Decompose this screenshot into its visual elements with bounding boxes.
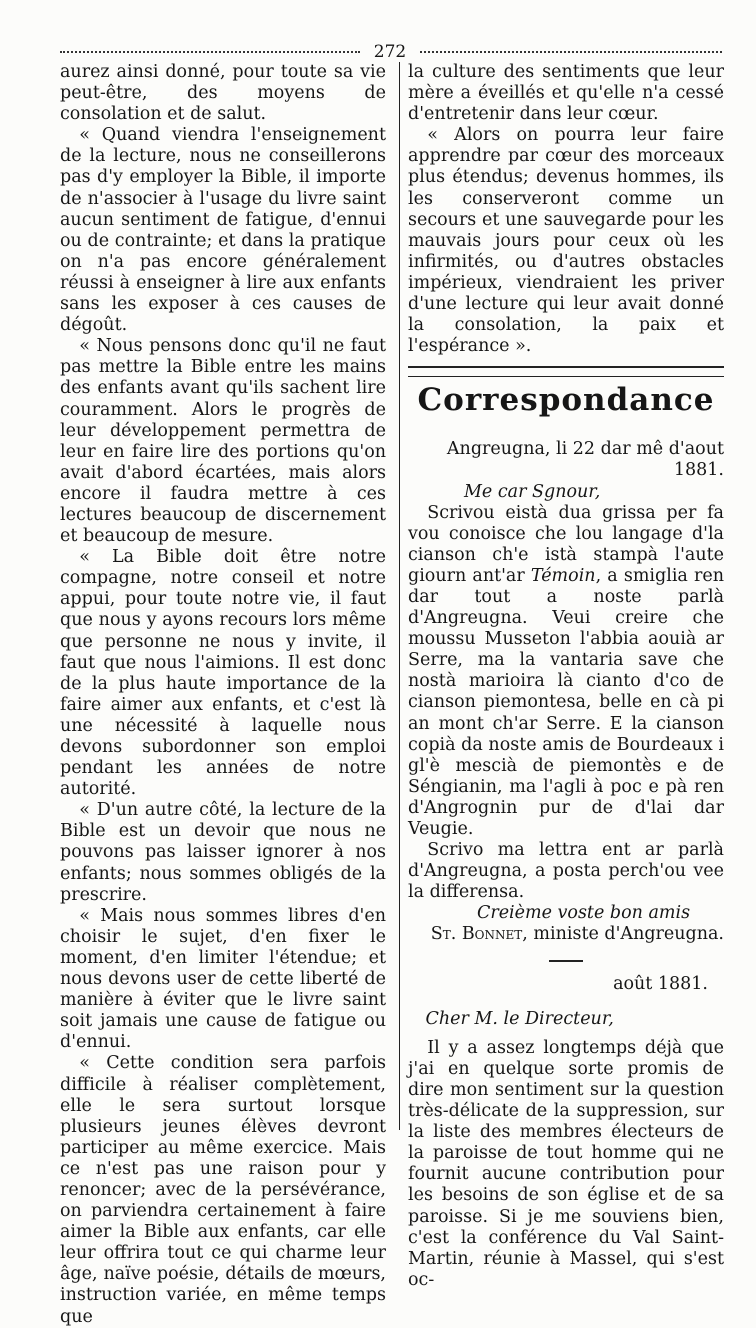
paragraph: « Cette condition sera parfois difficile à réaliser complètement, elle le sera surtout lorsque plusieurs jeunes élèves devront participer au même exercice. Mais ce n'est pas une raison pour y renoncer; avec de la persévérance, on parviendra certainement à faire aimer la Bible aux enfants, car elle leur offrira tout ce qui charme leur âge, naïve poésie, détails de mœurs, instruction variée, en même temps que <box>60 1053 386 1327</box>
paragraph: « D'un autre côté, la lecture de la Bible est un devoir que nous ne pouvons pas laisser ignorer à nos enfants; nous sommes obligés de la prescrire. <box>60 800 386 905</box>
letter-dateline: Angreugna, li 22 dar mê d'aout 1881. <box>446 439 724 481</box>
paragraph: « La Bible doit être notre compagne, notre conseil et notre appui, pour toute notre vie, il faut que nous y ayons recours lors même que personne ne nous y invite, il faut que nous l'aimions. Il est donc de la plus haute importance de la faire aimer aux enfants, et c'est là une nécessité à laquelle nous devons subordonner son emploi pendant les années de notre autorité. <box>60 547 386 800</box>
paragraph: « Quand viendra l'enseignement de la lecture, nous ne conseillerons pas d'y employer la Bible, il importe de n'associer à l'usage du livre saint aucun sentiment de fatigue, d'ennui ou de contrainte; et dans la pratique on n'a pas encore généralement réussi à enseigner à lire aux enfants sans les exposer à ces causes de dégoût. <box>60 125 386 336</box>
letter-salutation: Me car Sgnour, <box>464 481 601 502</box>
letter-paragraph <box>408 503 724 841</box>
header-rule-left <box>60 51 360 53</box>
letter-paragraph: Scrivo ma lettra ent ar parlà d'Angreugna, a posta perch'ou vee la differensa. <box>408 840 724 903</box>
section-rule <box>408 366 724 368</box>
left-column <box>60 62 386 1328</box>
right-column <box>408 62 724 1291</box>
signature-name: St. Bonnet <box>430 924 523 945</box>
letter-separator <box>549 960 583 962</box>
text-span: Scrivou eistà dua grissa per fa vou conoisce che lou langage d'la cianson ch'e istà stampà l'aute giourn ant'ar <box>408 502 724 586</box>
column-divider <box>399 62 400 1130</box>
page-header <box>60 40 722 64</box>
paragraph: aurez ainsi donné, pour toute sa vie peut-être, des moyens de consolation et de salut. <box>60 62 386 125</box>
letter-signoff: Creième voste bon amis <box>476 903 691 924</box>
paragraph: « Nous pensons donc qu'il ne faut pas mettre la Bible entre les mains des enfants avant qu'ils sachent lire couramment. Alors le progrès de leur développement permettra de leur en faire lire des portions qu'on avait d'abord écartées, mais alors encore il faudra mettre à ces lectures beaucoup de discernement et beaucoup de mesure. <box>60 336 386 547</box>
page-number: 272 <box>373 42 407 62</box>
letter-signature <box>408 924 724 945</box>
letter-date: août 1881. <box>613 973 708 994</box>
paragraph: « Alors on pourra leur faire apprendre par cœur des morceaux plus étendus; devenus hommes, ils les conserveront comme un secours et une sauvegarde pour les mauvais jours pour ceux où les infirmités, ou d'autres obstacles impérieux, viendraient les priver d'une lecture qui leur avait donné la consolation, la paix et l'espérance ». <box>408 125 724 357</box>
letter-salutation: Cher M. le Directeur, <box>425 1008 614 1029</box>
newspaper-title: Témoin <box>530 565 596 586</box>
signature-title: , ministe d'Angreugna. <box>522 924 724 945</box>
header-rule-right <box>420 51 722 53</box>
text-span: , a smiglia ren dar tout a noste parlà d'Angreugna. Veui creire che moussu Musseton l'abbia aouià ar Serre, ma la vantaria save che nostà marioira là cianto d'co de cianson piemontesa, belle en cà pi an mont ch'ar Serre. E la cianson copià da noste amis de Bourdeaux i gl'è mescià de piemontès e de Séngianin, ma l'agli à poc e pà ren d'Angrognin pur de d'lai dar Veugie. <box>408 565 724 839</box>
section-title: Correspondance <box>417 382 715 419</box>
paragraph: « Mais nous sommes libres d'en choisir le sujet, d'en fixer le moment, d'en limiter l'étendue; et nous devons user de cette liberté de manière à éviter que le livre saint soit jamais une cause de fatigue ou d'ennui. <box>60 905 386 1053</box>
paragraph: la culture des sentiments que leur mère a éveillés et qu'elle n'a cessé d'entretenir dans leur cœur. <box>408 62 724 125</box>
letter-paragraph: Il y a assez longtemps déjà que j'ai en quelque sorte promis de dire mon sentiment sur la question très-délicate de la suppression, sur la liste des membres électeurs de la paroisse de tout homme qui ne fournit aucune contribution pour les besoins de son église et de sa paroisse. Si je me souviens bien, c'est la conférence du Val Saint-Martin, réunie à Massel, qui s'est oc- <box>408 1037 724 1290</box>
